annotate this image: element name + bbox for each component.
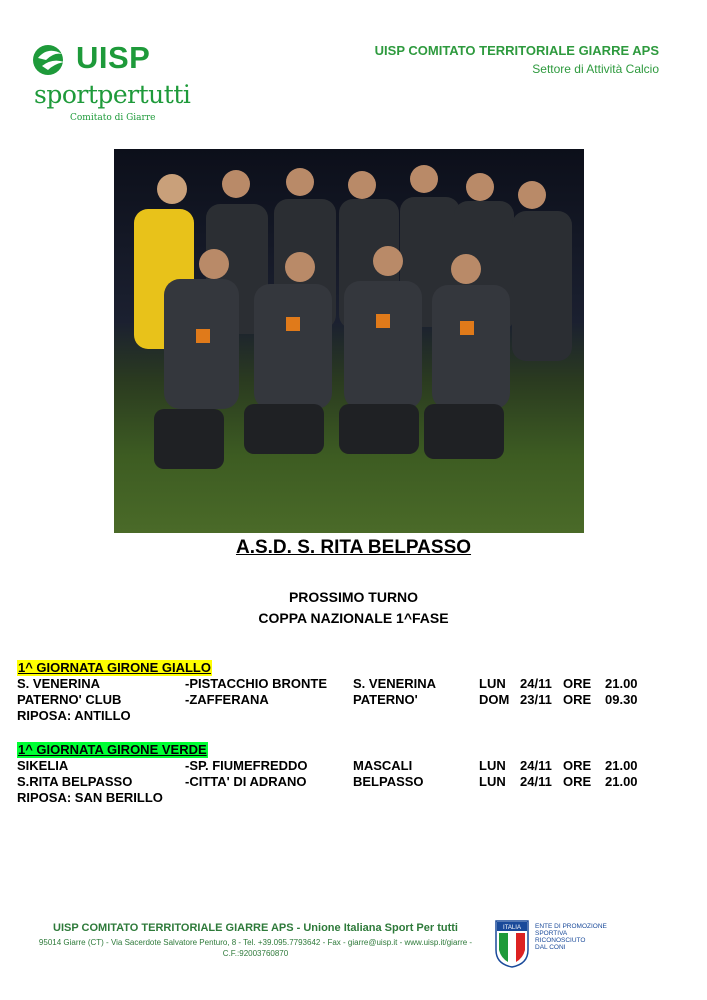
match-row xyxy=(17,774,638,790)
match-time: 21.00 xyxy=(605,758,638,773)
team-name: A.S.D. S. RITA BELPASSO xyxy=(235,537,472,558)
group-verde xyxy=(17,742,638,806)
ore-label: ORE xyxy=(563,774,592,789)
ore-label: ORE xyxy=(563,676,592,691)
venue: S. VENERINA xyxy=(353,676,437,691)
header xyxy=(375,43,659,76)
uisp-emblem-icon xyxy=(32,42,74,76)
match-time: 09.30 xyxy=(605,692,638,707)
match-day: DOM xyxy=(479,692,510,707)
footer-address: 95014 Giarre (CT) - Via Sacerdote Salvatore Penturo, 8 - Tel. +39.095.7793642 - Fax - giarre@uisp.it - www.uisp.it/giarre - xyxy=(38,938,473,947)
match-time: 21.00 xyxy=(605,774,638,789)
home-team: SIKELIA xyxy=(17,758,69,773)
ore-label: ORE xyxy=(563,758,592,773)
venue: PATERNO' xyxy=(353,692,418,707)
match-row xyxy=(17,758,638,774)
away-team: -ZAFFERANA xyxy=(185,692,269,707)
competition-title: COPPA NAZIONALE 1^FASE xyxy=(258,610,449,626)
ore-label: ORE xyxy=(563,692,592,707)
next-round xyxy=(0,587,707,629)
next-round-title: PROSSIMO TURNO xyxy=(288,589,419,605)
header-org: UISP COMITATO TERRITORIALE GIARRE APS xyxy=(374,43,659,58)
away-team: -SP. FIUMEFREDDO xyxy=(185,758,308,773)
match-date: 24/11 xyxy=(520,676,552,691)
match-day: LUN xyxy=(479,758,506,773)
header-sector: Settore di Attività Calcio xyxy=(532,62,659,76)
home-team: S. VENERINA xyxy=(17,676,101,691)
match-day: LUN xyxy=(479,676,506,691)
home-team: S.RITA BELPASSO xyxy=(17,774,133,789)
match-time: 21.00 xyxy=(605,676,638,691)
logo-subtitle: Comitato di Giarre xyxy=(70,113,156,123)
italia-label: ITALIA xyxy=(503,925,521,931)
rest-team: RIPOSA: SAN BERILLO xyxy=(17,790,163,805)
home-team: PATERNO' CLUB xyxy=(17,692,122,707)
uisp-logo xyxy=(30,40,191,130)
rest-team: RIPOSA: ANTILLO xyxy=(17,708,131,723)
team-photo-illustration xyxy=(114,149,584,533)
group-title: 1^ GIORNATA GIRONE VERDE xyxy=(18,742,207,757)
match-date: 24/11 xyxy=(520,774,552,789)
venue: MASCALI xyxy=(353,758,413,773)
group-giallo xyxy=(17,660,638,724)
match-day: LUN xyxy=(479,774,506,789)
match-date: 24/11 xyxy=(520,758,552,773)
match-date: 23/11 xyxy=(520,692,552,707)
match-row xyxy=(17,676,638,692)
footer-org: UISP COMITATO TERRITORIALE GIARRE APS - Unione Italiana Sport Per tutti xyxy=(53,922,458,934)
group-title: 1^ GIORNATA GIRONE GIALLO xyxy=(18,660,211,675)
venue: BELPASSO xyxy=(353,774,424,789)
away-team: -PISTACCHIO BRONTE xyxy=(185,676,328,691)
team-photo xyxy=(114,149,584,533)
footer-tax-code: C.F.:92003760870 xyxy=(222,949,289,958)
footer xyxy=(38,922,473,959)
italia-shield-icon xyxy=(495,920,529,968)
away-team: -CITTA' DI ADRANO xyxy=(185,774,307,789)
logo-tagline: sportpertutti xyxy=(34,80,191,109)
logo-brand: UISP xyxy=(76,40,151,75)
coni-badge xyxy=(495,920,615,970)
match-row xyxy=(17,692,638,708)
coni-text: ENTE DI PROMOZIONE SPORTIVA RICONOSCIUTO DAL CONI xyxy=(535,923,607,951)
